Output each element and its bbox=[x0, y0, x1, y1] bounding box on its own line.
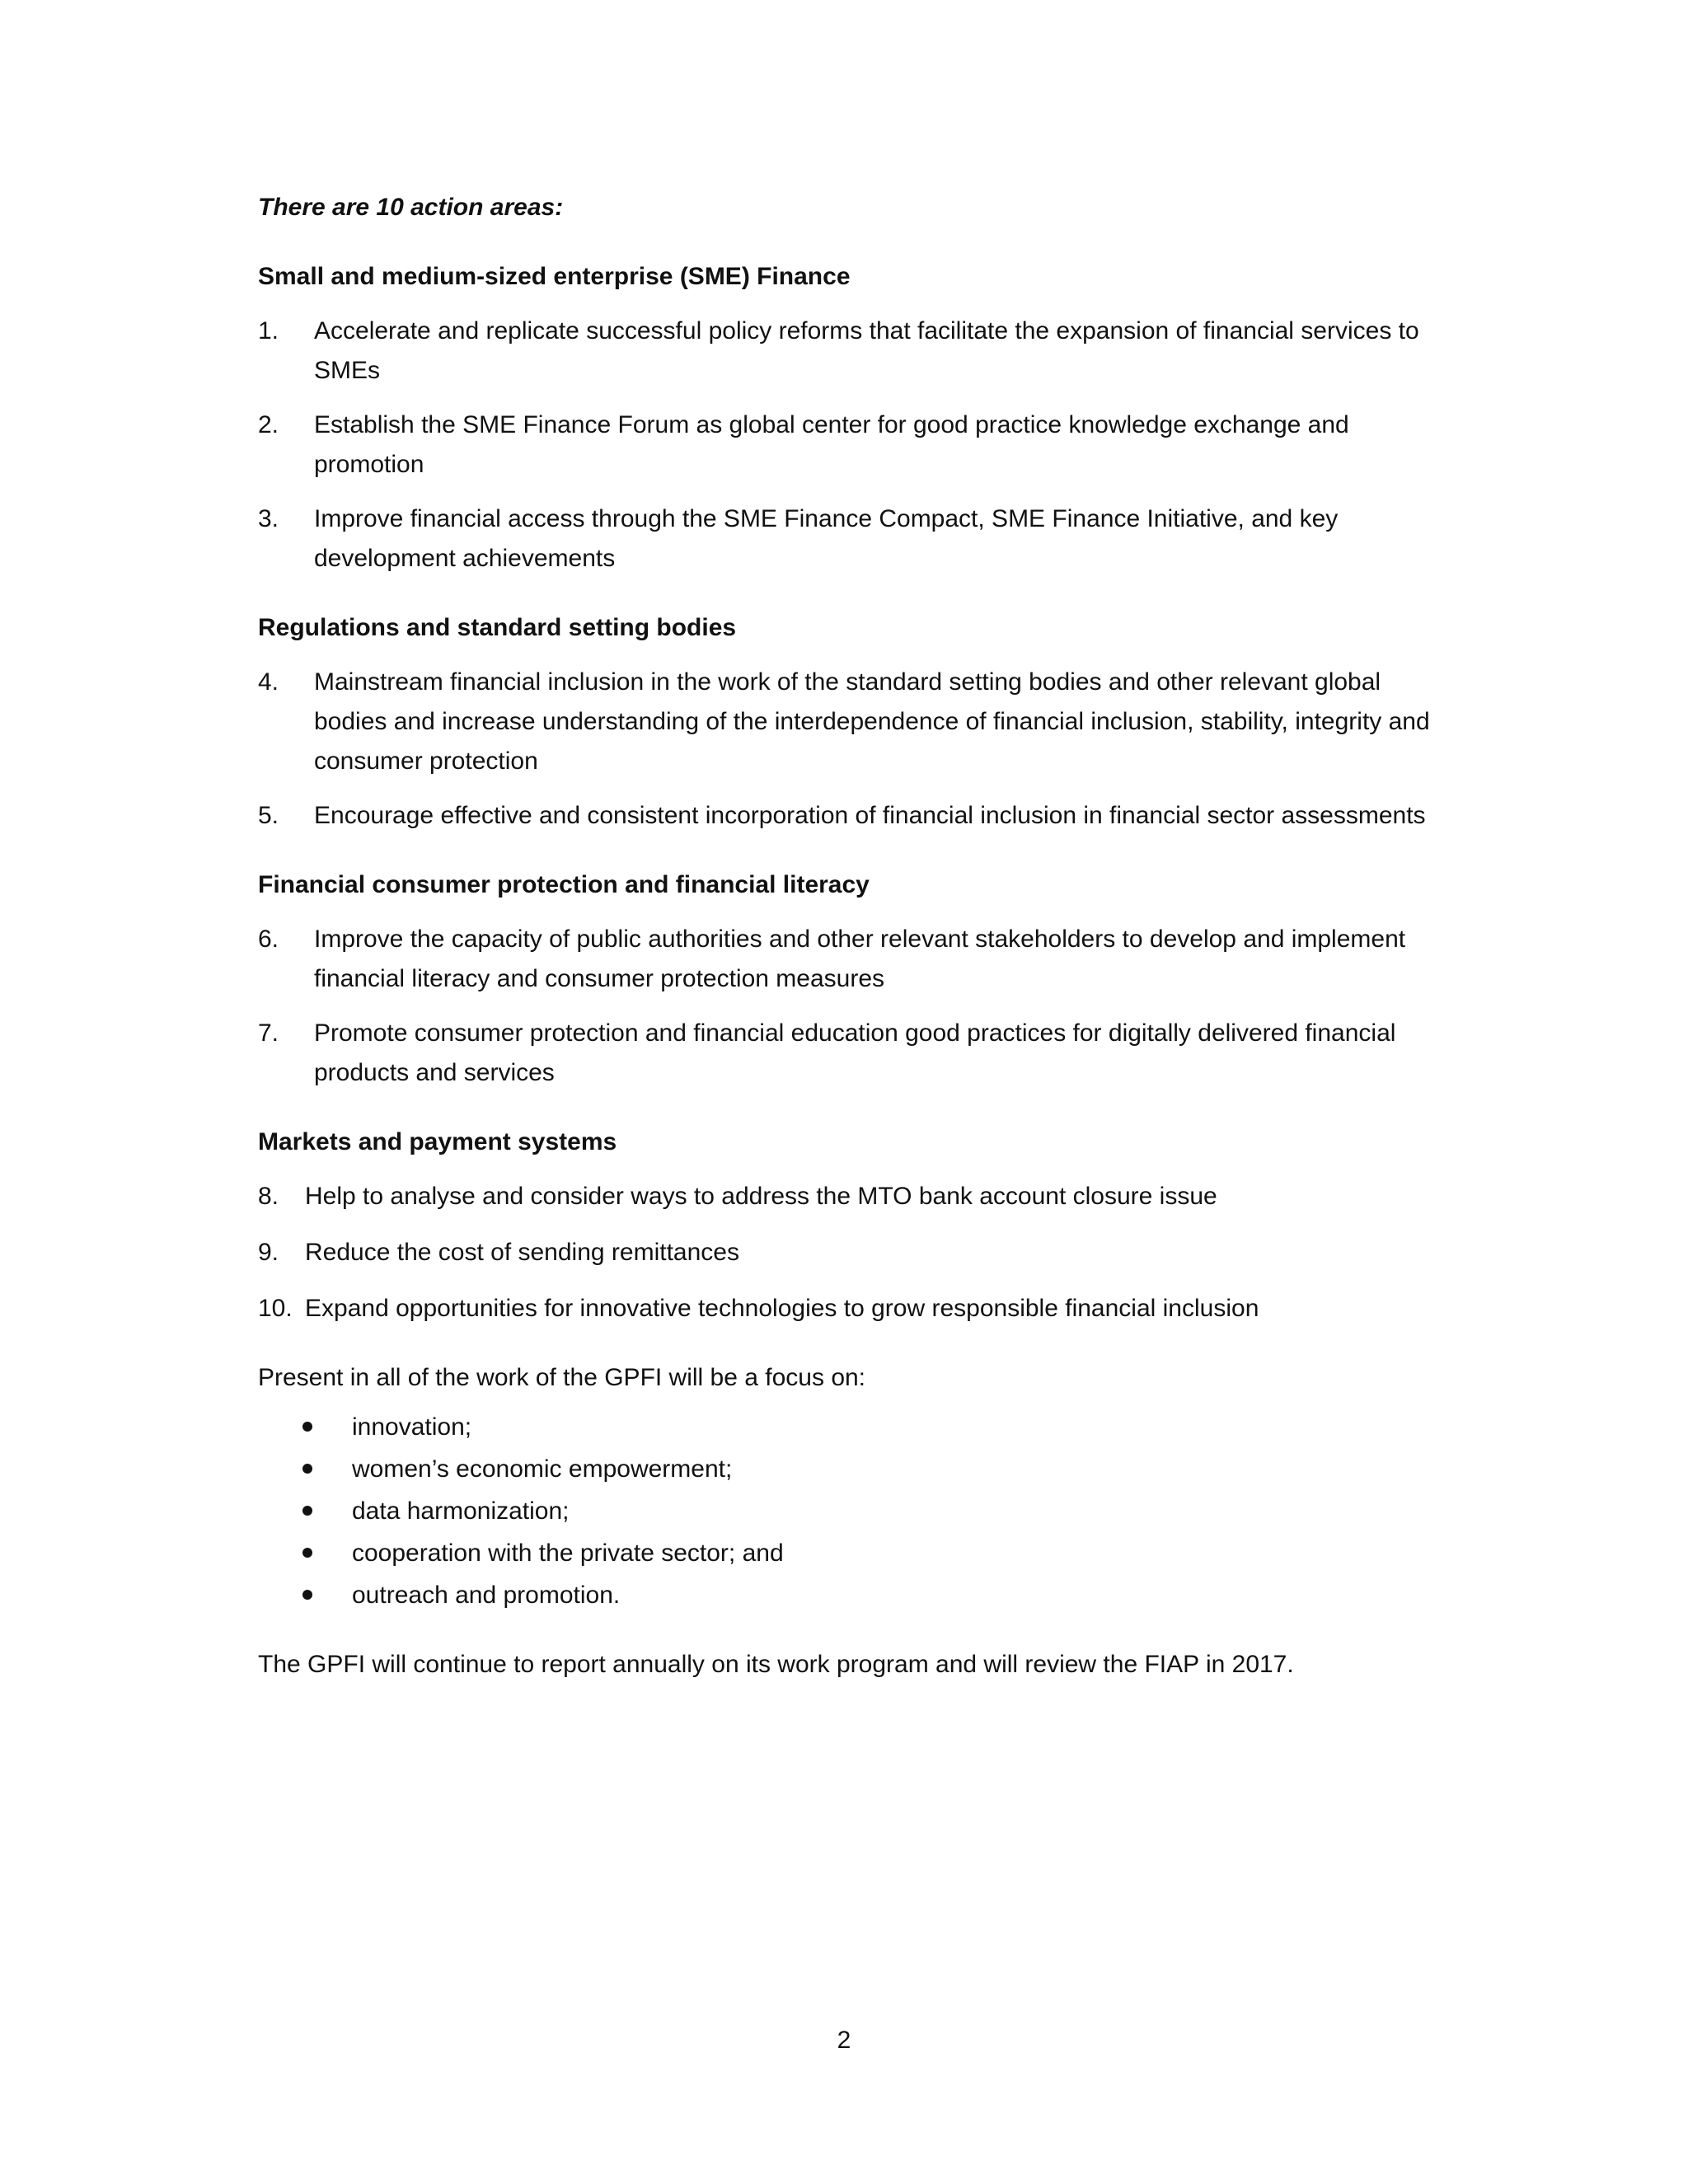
action-list-regulations bbox=[258, 663, 1445, 836]
action-item bbox=[258, 499, 1445, 579]
item-text: Encourage effective and consistent incorporation of financial inclusion in financial sector assessments bbox=[314, 802, 1426, 829]
bullet-icon bbox=[302, 1548, 312, 1558]
item-text: Improve the capacity of public authorities and other relevant stakeholders to develop and implement financial literacy and consumer protection measures bbox=[314, 926, 1406, 992]
item-text: Accelerate and replicate successful policy reforms that facilitate the expansion of financial services to SMEs bbox=[314, 317, 1419, 384]
page-number: 2 bbox=[837, 2027, 851, 2054]
action-item bbox=[258, 405, 1445, 485]
action-list-sme-finance bbox=[258, 312, 1445, 579]
focus-bullet-item bbox=[258, 1450, 1445, 1489]
action-item bbox=[258, 1177, 1445, 1216]
item-number: 8. bbox=[258, 1183, 279, 1210]
page-content bbox=[258, 188, 1445, 1685]
item-text: Promote consumer protection and financial education good practices for digitally delivered financial products and services bbox=[314, 1019, 1396, 1086]
action-list-consumer-protection bbox=[258, 920, 1445, 1093]
action-item bbox=[258, 1014, 1445, 1093]
bullet-text: cooperation with the private sector; and bbox=[352, 1540, 784, 1567]
closing-paragraph: The GPFI will continue to report annually on its work program and will review the FIAP in 2017. bbox=[258, 1651, 1294, 1678]
item-number: 10. bbox=[258, 1295, 293, 1322]
action-item bbox=[258, 796, 1445, 836]
item-number: 1. bbox=[258, 317, 279, 344]
item-number: 2. bbox=[258, 411, 279, 438]
focus-bullet-item bbox=[258, 1492, 1445, 1531]
item-number: 9. bbox=[258, 1239, 279, 1266]
bullet-text: outreach and promotion. bbox=[352, 1582, 621, 1609]
bullet-text: data harmonization; bbox=[352, 1497, 570, 1525]
bullet-icon bbox=[302, 1422, 312, 1432]
bullet-icon bbox=[302, 1590, 312, 1600]
item-number: 7. bbox=[258, 1019, 279, 1047]
item-number: 3. bbox=[258, 505, 279, 532]
focus-bullet-item bbox=[258, 1576, 1445, 1615]
action-list-markets-payments bbox=[258, 1177, 1445, 1329]
action-item bbox=[258, 1233, 1445, 1272]
item-text: Establish the SME Finance Forum as global center for good practice knowledge exchange and promotion bbox=[314, 411, 1349, 478]
bullet-icon bbox=[302, 1464, 312, 1474]
section-heading-sme-finance: Small and medium-sized enterprise (SME) Finance bbox=[258, 263, 851, 290]
focus-intro: Present in all of the work of the GPFI will be a focus on: bbox=[258, 1364, 866, 1391]
item-number: 4. bbox=[258, 668, 279, 696]
action-item bbox=[258, 920, 1445, 999]
bullet-icon bbox=[302, 1506, 312, 1516]
action-item bbox=[258, 312, 1445, 391]
bullet-text: innovation; bbox=[352, 1413, 472, 1441]
section-heading-markets-payments: Markets and payment systems bbox=[258, 1128, 617, 1155]
item-number: 5. bbox=[258, 802, 279, 829]
focus-bullet-item bbox=[258, 1408, 1445, 1447]
item-text: Expand opportunities for innovative technologies to grow responsible financial inclusion bbox=[305, 1295, 1259, 1322]
section-heading-regulations: Regulations and standard setting bodies bbox=[258, 614, 737, 641]
item-number: 6. bbox=[258, 926, 279, 953]
item-text: Mainstream financial inclusion in the work of the standard setting bodies and other relevant global bodies and increase understanding of the interdependence of financial inclusion, stability, integrity and consumer protection bbox=[314, 668, 1430, 775]
item-text: Reduce the cost of sending remittances bbox=[305, 1239, 739, 1266]
intro-text: There are 10 action areas: bbox=[258, 194, 564, 221]
focus-bullet-item bbox=[258, 1534, 1445, 1573]
item-text: Help to analyse and consider ways to address the MTO bank account closure issue bbox=[305, 1183, 1217, 1210]
bullet-text: women’s economic empowerment; bbox=[352, 1455, 733, 1483]
focus-bullet-list bbox=[258, 1408, 1445, 1615]
action-item bbox=[258, 663, 1445, 781]
action-item bbox=[258, 1289, 1445, 1329]
item-text: Improve financial access through the SME Finance Compact, SME Finance Initiative, and key development achievements bbox=[314, 505, 1339, 572]
section-heading-consumer-protection: Financial consumer protection and financial literacy bbox=[258, 871, 870, 898]
